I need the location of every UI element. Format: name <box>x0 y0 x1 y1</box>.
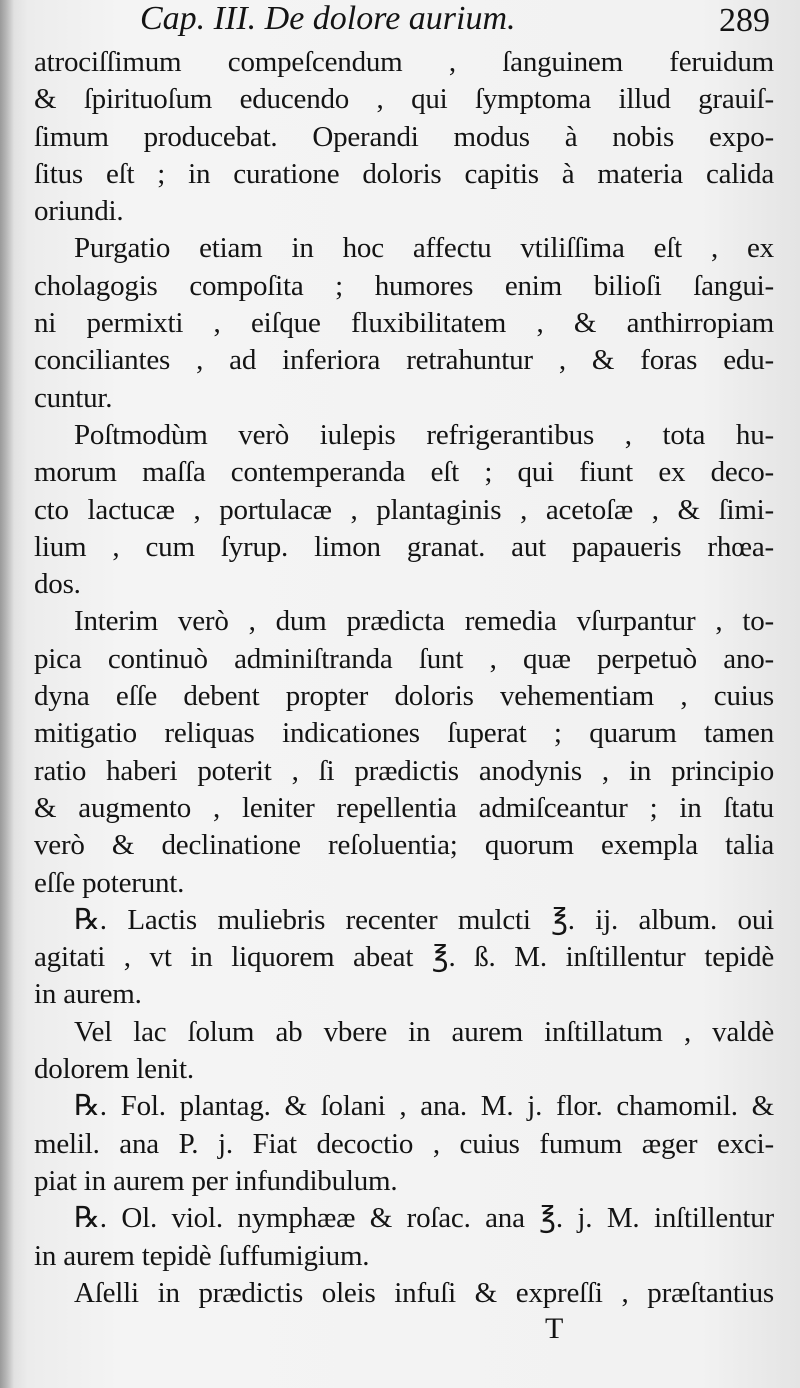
text-line: Poſtmodùm verò iulepis refrigerantibus , tota hu- <box>74 418 774 451</box>
text-line: in aurem tepidè ſuffumigium. <box>34 1239 370 1272</box>
text-line: atrociſſimum compeſcendum , ſanguinem feruidum <box>34 46 774 78</box>
text-line: & ſpirituoſum educendo , qui ſymptoma illud grauiſ- <box>34 83 774 116</box>
text-line: conciliantes , ad inferiora retrahuntur , & foras edu- <box>34 344 774 377</box>
text-line: lium , cum ſyrup. limon granat. aut papaueris rhœa- <box>34 530 774 563</box>
text-line: ni permixti , eiſque fluxibilitatem , & anthirropiam <box>34 307 774 340</box>
text-line: Interim verò , dum prædicta remedia vſurpantur , to- <box>74 605 774 638</box>
text-line: dos. <box>34 568 81 601</box>
text-line: eſſe poterunt. <box>34 866 185 899</box>
text-line: ratio haberi poterit , ſi prædictis anodynis , in principio <box>34 754 774 787</box>
text-line: Aſelli in prædictis oleis infuſi & expreſſi , præſtantius <box>74 1276 774 1309</box>
text-line: ℞. Lactis muliebris recenter mulcti ℥. ij. album. oui <box>74 903 774 936</box>
text-line: pica continuò adminiſtranda ſunt , quæ perpetuò ano- <box>34 642 774 675</box>
text-line: ſimum producebat. Operandi modus à nobis expo- <box>34 120 774 153</box>
text-line: dolorem lenit. <box>34 1053 194 1086</box>
running-title: Cap. III. De dolore aurium. <box>140 0 516 37</box>
page-number: 289 <box>719 2 770 39</box>
text-line: verò & declinatione reſoluentia; quorum exempla talia <box>34 829 774 862</box>
text-line: ℞. Fol. plantag. & ſolani , ana. M. j. flor. chamomil. & <box>74 1090 774 1123</box>
body-text <box>34 44 774 1312</box>
text-line: ſitus eſt ; in curatione doloris capitis à materia calida <box>34 157 774 190</box>
text-line: in aurem. <box>34 978 142 1011</box>
text-line: morum maſſa contemperanda eſt ; qui fiunt ex deco- <box>34 456 774 489</box>
text-line: agitati , vt in liquorem abeat ℥. ß. M. inſtillentur tepidè <box>34 941 774 974</box>
signature-mark: T <box>545 1312 564 1345</box>
text-line: cholagogis compoſita ; humores enim bilioſi ſangui- <box>34 269 774 302</box>
text-line: melil. ana P. j. Fiat decoctio , cuius fumum æger exci- <box>34 1127 774 1160</box>
text-line: & augmento , leniter repellentia admiſceantur ; in ſtatu <box>34 791 774 824</box>
text-line: oriundi. <box>34 195 124 228</box>
text-line: piat in aurem per infundibulum. <box>34 1164 398 1197</box>
page-header <box>140 0 770 46</box>
text-line: ℞. Ol. viol. nymphææ & roſac. ana ℥. j. M. inſtillentur <box>74 1202 774 1235</box>
text-line: Vel lac ſolum ab vbere in aurem inſtillatum , valdè <box>74 1015 774 1048</box>
text-line: cto lactucæ , portulacæ , plantaginis , acetoſæ , & ſimi- <box>34 493 774 526</box>
gutter-shadow <box>0 0 14 1388</box>
text-line: Purgatio etiam in hoc affectu vtiliſſima eſt , ex <box>74 232 774 265</box>
text-line: cuntur. <box>34 381 113 414</box>
text-line: dyna eſſe debent propter doloris vehementiam , cuius <box>34 680 774 713</box>
text-line: mitigatio reliquas indicationes ſuperat ; quarum tamen <box>34 717 774 750</box>
